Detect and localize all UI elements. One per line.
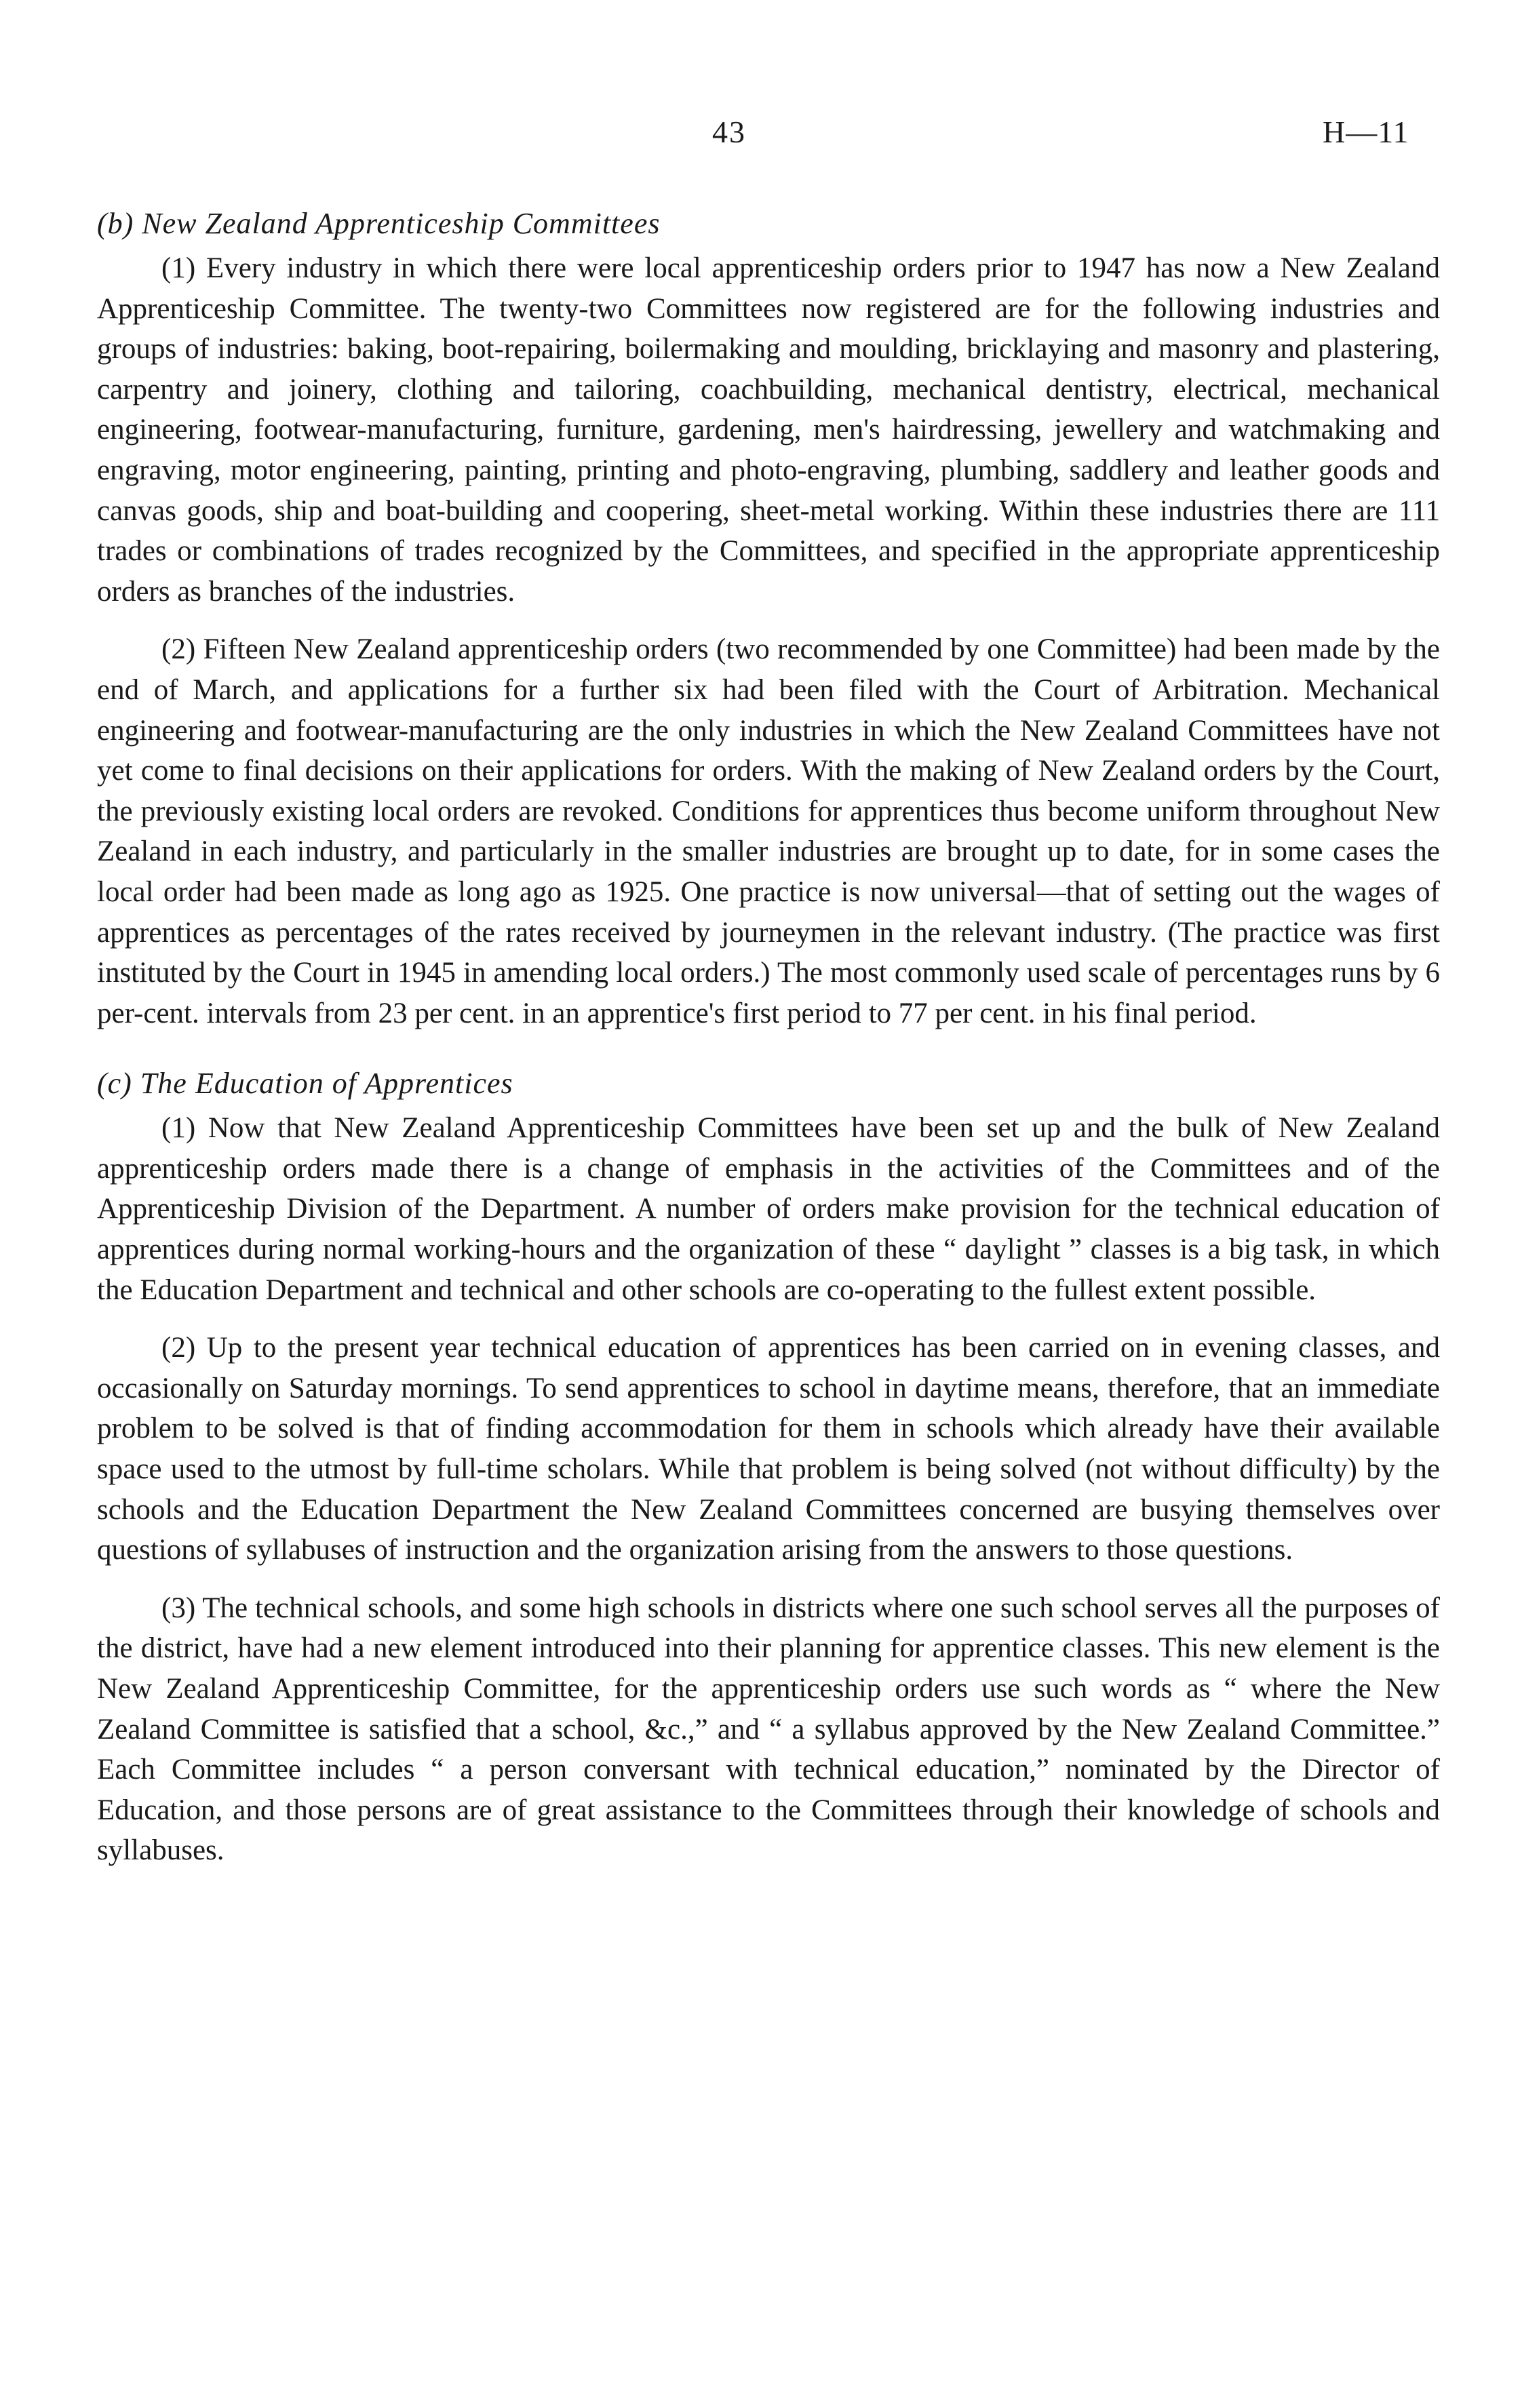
paragraph: (1) Every industry in which there were local apprenticeship orders prior to 1947 has now a New Zealand Apprenticeship Committee. The twenty-two Committees now registered are for the following industries and groups of industries: baking, boot-repairing, boilermaking and moulding, bricklaying and masonry and plastering, carpentry and joinery, clothing and tailoring, coachbuilding, mechanical dentistry, electrical, mechanical engineering, footwear-manufacturing, furniture, gardening, men's hairdressing, jewellery and watchmaking and engraving, motor engineering, painting, printing and photo-engraving, plumbing, saddlery and leather goods and canvas goods, ship and boat-building and coopering, sheet-metal working. Within these industries there are 111 trades or combinations of trades recognized by the Committees, and specified in the appropriate apprenticeship orders as branches of the industries. xyxy=(97,252,1440,608)
paragraph: (3) The technical schools, and some high schools in districts where one such school serves all the purposes of the district, have had a new element introduced into their planning for apprentice classes. This new element is the New Zealand Apprenticeship Committee, for the apprenticeship orders use such words as “ where the New Zealand Committee is satisfied that a school, &c.,” and “ a syllabus approved by the New Zealand Committee.” Each Committee includes “ a person conversant with technical education,” nominated by the Director of Education, and those persons are of great assistance to the Committees through their knowledge of schools and syllabuses. xyxy=(97,1592,1440,1867)
section-heading: (b) New Zealand Apprenticeship Committees xyxy=(97,207,661,240)
paragraph: (1) Now that New Zealand Apprenticeship Committees have been set up and the bulk of New Zealand apprenticeship orders made there is a change of emphasis in the activities of the Committees and of the Apprenticeship Division of the Department. A number of orders make provision for the technical education of apprentices during normal working-hours and the organization of these “ daylight ” classes is a big task, in which the Education Department and technical and other schools are co-operating to the fullest extent possible. xyxy=(97,1112,1440,1306)
section-education-of-apprentices xyxy=(97,1063,1440,1871)
paragraph: (2) Fifteen New Zealand apprenticeship orders (two recommended by one Committee) had been made by the end of March, and applications for a further six had been filed with the Court of Arbitration. Mechanical engineering and footwear-manufacturing are the only industries in which the New Zealand Committees have not yet come to final decisions on their applications for orders. With the making of New Zealand orders by the Court, the previously existing local orders are revoked. Conditions for apprentices thus become uniform throughout New Zealand in each industry, and particularly in the smaller industries are brought up to date, for in some cases the local order had been made as long ago as 1925. One practice is now universal—that of setting out the wages of apprentices as percentages of the rates received by journeymen in the relevant industry. (The practice was first instituted by the Court in 1945 in amending local orders.) The most commonly used scale of percentages runs by 6 per-cent. intervals from 23 per cent. in an apprentice's first period to 77 per cent. in his final period. xyxy=(97,633,1440,1029)
section-heading: (c) The Education of Apprentices xyxy=(97,1067,513,1101)
page-header xyxy=(0,114,1522,161)
document-reference: H—11 xyxy=(1323,115,1409,149)
page-body xyxy=(97,203,1440,1871)
paragraph: (2) Up to the present year technical education of apprentices has been carried on in evening classes, and occasionally on Saturday mornings. To send apprentices to school in daytime means, therefore, that an immediate problem to be solved is that of finding accommodation for them in schools which already have their available space used to the utmost by full-time scholars. While that problem is being solved (not without difficulty) by the schools and the Education Department the New Zealand Committees concerned are busying themselves over questions of syllabuses of instruction and the organization arising from the answers to those questions. xyxy=(97,1332,1440,1566)
page-number: 43 xyxy=(712,115,746,149)
section-apprenticeship-committees xyxy=(97,203,1440,1033)
